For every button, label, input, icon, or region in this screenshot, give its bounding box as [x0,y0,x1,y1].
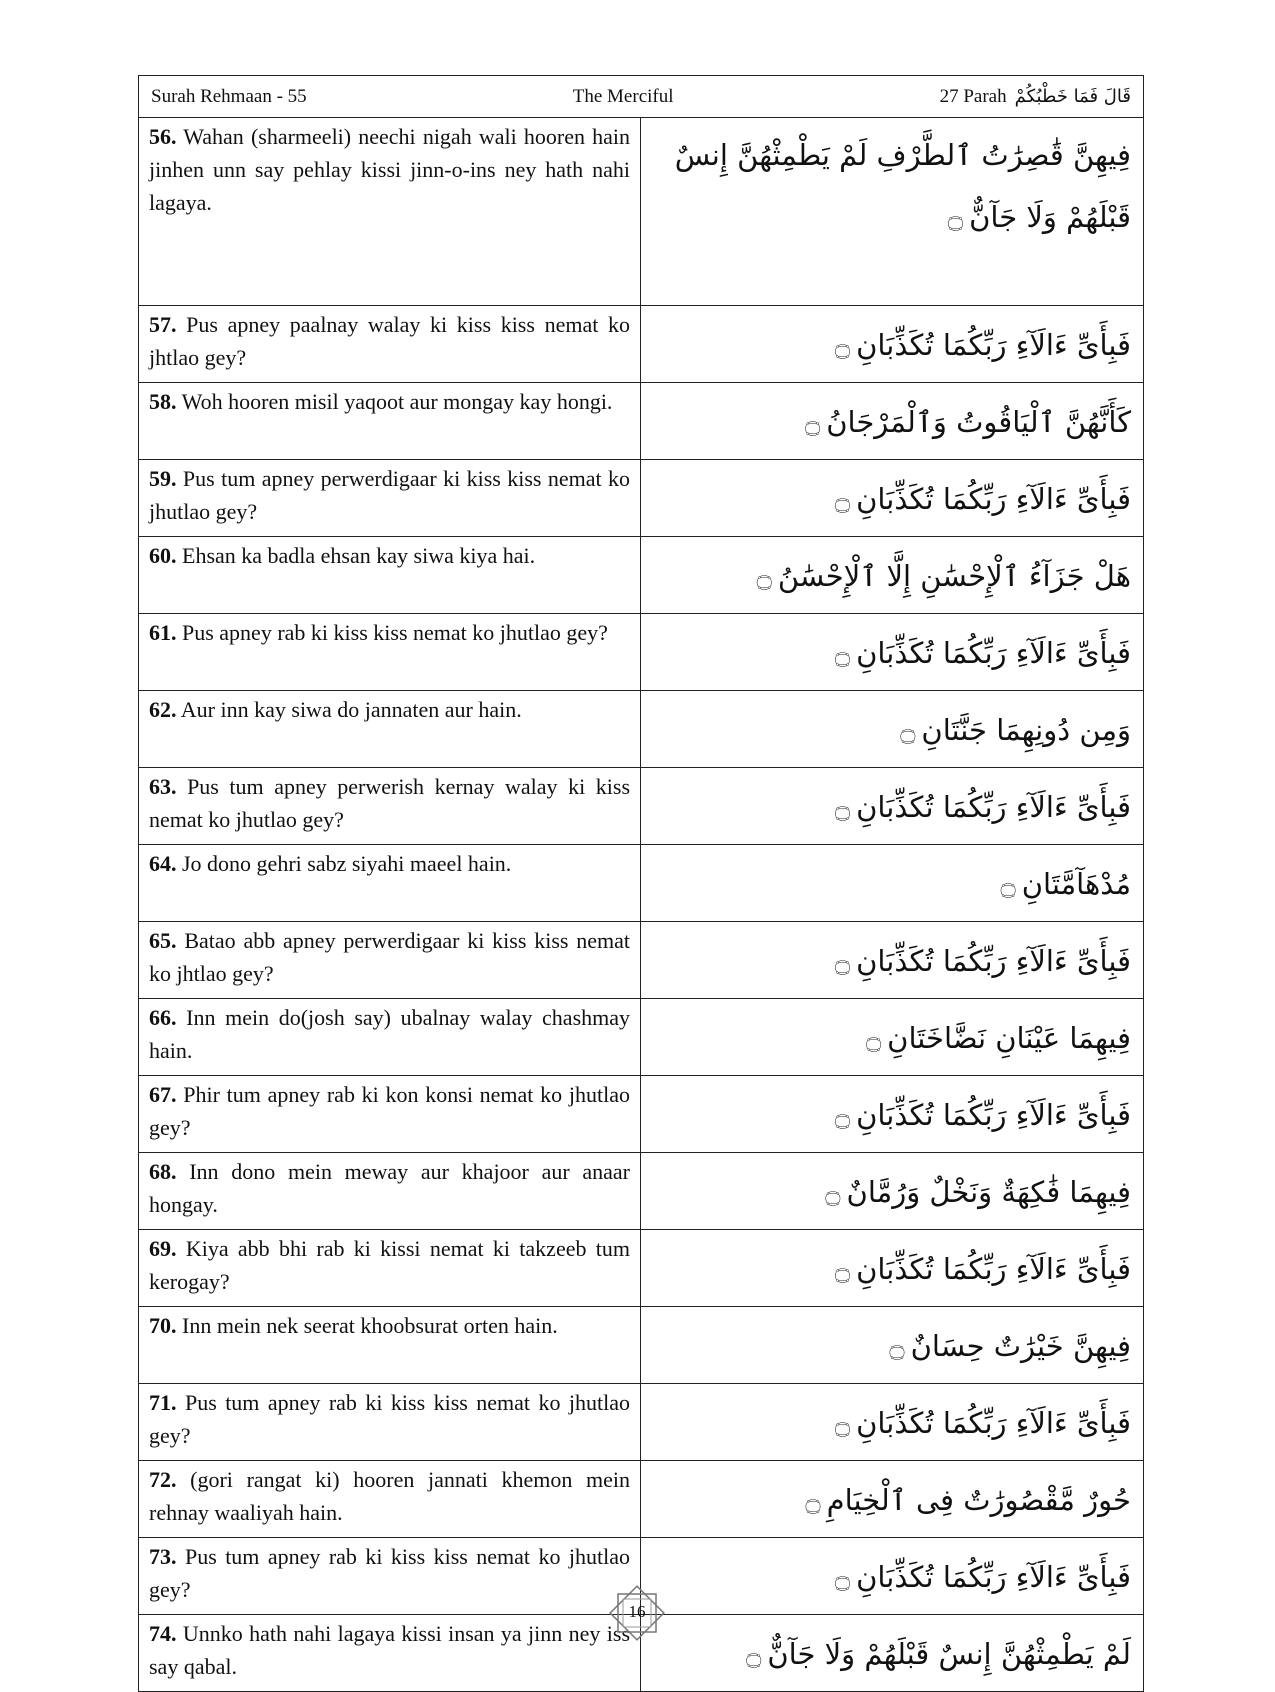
translation-cell [139,383,641,460]
parah-label [940,86,1131,108]
translation-cell [139,1230,641,1307]
verse-number: 73. [149,1544,177,1569]
arabic-verse: فَبِأَىِّ ءَالَآءِ رَبِّكُمَا تُكَذِّبَانِ [856,482,1131,516]
translation-cell [139,922,641,999]
arabic-cell [641,460,1144,537]
verse-row [139,1076,1144,1153]
arabic-verse: فَبِأَىِّ ءَالَآءِ رَبِّكُمَا تُكَذِّبَانِ [856,636,1131,670]
arabic-verse: فِيهِمَا عَيْنَانِ نَضَّاخَتَانِ [887,1021,1131,1055]
arabic-cell [641,1230,1144,1307]
arabic-cell [641,1076,1144,1153]
verse-translation: (gori rangat ki) hooren jannati khemon mein rehnay waaliyah hain. [149,1467,631,1525]
ayah-end-marker-icon: ۝ [825,1179,841,1209]
verse-number: 71. [149,1390,177,1415]
arabic-verse: فِيهِنَّ خَيْرَٰتٌ حِسَانٌ [910,1329,1131,1363]
verse-number: 61. [149,620,177,645]
translation-cell [139,537,641,614]
ayah-end-marker-icon: ۝ [834,332,851,362]
verse-translation: Inn dono mein meway aur khajoor aur anaar hongay. [149,1159,631,1217]
verse-translation: Pus tum apney rab ki kiss kiss nemat ko jhutlao gey? [149,1390,630,1448]
arabic-cell [641,999,1144,1076]
arabic-cell [641,1615,1144,1692]
verse-translation: Inn mein do(josh say) ubalnay walay chashmay hain. [149,1005,631,1063]
arabic-verse: مُدْهَآمَّتَانِ [1021,867,1131,901]
translation-cell [139,845,641,922]
arabic-cell [641,691,1144,768]
translation-cell [139,614,641,691]
verse-row [139,1384,1144,1461]
translation-cell [139,1538,641,1615]
arabic-cell [641,1307,1144,1384]
translation-cell [139,1384,641,1461]
arabic-cell [641,306,1144,383]
ayah-end-marker-icon: ۝ [805,1487,821,1517]
arabic-cell [641,614,1144,691]
verse-number: 74. [149,1621,177,1646]
verse-row [139,691,1144,768]
verse-translation: Jo dono gehri sabz siyahi maeel hain. [182,851,512,876]
arabic-verse: فِيهِنَّ قَٰصِرَٰتُ ٱلطَّرْفِ لَمْ يَطْمِثْهُنَّ إِنسٌ قَبْلَهُمْ وَلَا جَآنٌّ [674,138,1131,234]
translation-cell [139,1153,641,1230]
page-number-badge [606,1582,668,1644]
translation-cell [139,1615,641,1692]
arabic-cell [641,922,1144,999]
arabic-verse: وَمِن دُونِهِمَا جَنَّتَانِ [921,713,1131,747]
verse-translation: Pus apney rab ki kiss kiss nemat ko jhutlao gey? [182,620,608,645]
page-number: 16 [628,1602,646,1621]
verse-row [139,1307,1144,1384]
verse-translation: Aur inn kay siwa do jannaten aur hain. [180,697,522,722]
verse-translation: Inn mein nek seerat khoobsurat orten hain. [182,1313,558,1338]
verse-row [139,537,1144,614]
verse-translation: Pus tum apney perwerdigaar ki kiss kiss nemat ko jhutlao gey? [149,466,630,524]
parah-number: 27 Parah [939,85,1007,107]
ayah-end-marker-icon: ۝ [756,563,772,593]
verse-number: 64. [149,851,177,876]
ayah-end-marker-icon: ۝ [834,640,851,670]
translation-cell [139,1307,641,1384]
page-header [138,75,1144,117]
translation-cell [139,460,641,537]
arabic-verse: فَبِأَىِّ ءَالَآءِ رَبِّكُمَا تُكَذِّبَانِ [856,1560,1131,1594]
verse-row [139,118,1144,306]
verse-number: 60. [149,543,177,568]
verse-row [139,999,1144,1076]
arabic-cell [641,1461,1144,1538]
verse-row [139,460,1144,537]
ayah-end-marker-icon: ۝ [865,1025,882,1055]
verse-number: 68. [149,1159,177,1184]
verse-translation: Wahan (sharmeeli) neechi nigah wali hooren hain jinhen unn say pehlay kissi jinn-o-ins ney hath nahi lagaya. [149,124,630,215]
arabic-verse: فَبِأَىِّ ءَالَآءِ رَبِّكُمَا تُكَذِّبَانِ [856,328,1131,362]
arabic-verse: فِيهِمَا فَٰكِهَةٌ وَنَخْلٌ وَرُمَّانٌ [846,1175,1131,1209]
ayah-end-marker-icon: ۝ [746,1641,762,1671]
verse-number: 58. [149,389,177,414]
verse-number: 56. [149,124,177,149]
verse-number: 59. [149,466,177,491]
ayah-end-marker-icon: ۝ [834,1256,851,1286]
ayah-end-marker-icon: ۝ [834,948,851,978]
verse-number: 66. [149,1005,177,1030]
verse-row [139,1461,1144,1538]
verse-row [139,1153,1144,1230]
verse-number: 69. [149,1236,177,1261]
parah-arabic-name: قَالَ فَمَا خَطْبُكُمْ [1014,86,1131,107]
ayah-end-marker-icon: ۝ [1000,871,1016,901]
verse-translation: Ehsan ka badla ehsan kay siwa kiya hai. [182,543,536,568]
ayah-end-marker-icon: ۝ [804,409,821,439]
arabic-verse: هَلْ جَزَآءُ ٱلْإِحْسَٰنِ إِلَّا ٱلْإِحْسَٰنُ [777,559,1131,593]
ayah-end-marker-icon: ۝ [834,1410,851,1440]
translation-cell [139,691,641,768]
ayah-end-marker-icon: ۝ [947,204,964,234]
arabic-verse: فَبِأَىِّ ءَالَآءِ رَبِّكُمَا تُكَذِّبَانِ [856,944,1131,978]
verse-row [139,1230,1144,1307]
arabic-verse: فَبِأَىِّ ءَالَآءِ رَبِّكُمَا تُكَذِّبَانِ [856,790,1131,824]
verse-translation: Phir tum apney rab ki kon konsi nemat ko jhutlao gey? [149,1082,630,1140]
verse-number: 62. [149,697,177,722]
verse-table [138,117,1144,1692]
translation-cell [139,306,641,383]
arabic-cell [641,1153,1144,1230]
arabic-cell [641,768,1144,845]
ayah-end-marker-icon: ۝ [889,1333,905,1363]
arabic-verse: فَبِأَىِّ ءَالَآءِ رَبِّكُمَا تُكَذِّبَانِ [856,1406,1131,1440]
translation-cell [139,118,641,306]
arabic-verse: كَأَنَّهُنَّ ٱلْيَاقُوتُ وَٱلْمَرْجَانُ [826,405,1131,439]
ayah-end-marker-icon: ۝ [834,794,851,824]
arabic-cell [641,383,1144,460]
arabic-cell [641,1538,1144,1615]
verse-translation: Batao abb apney perwerdigaar ki kiss kiss nemat ko jhtlao gey? [149,928,631,986]
arabic-verse: فَبِأَىِّ ءَالَآءِ رَبِّكُمَا تُكَذِّبَانِ [856,1098,1131,1132]
arabic-verse: حُورٌ مَّقْصُورَٰتٌ فِى ٱلْخِيَامِ [826,1483,1131,1517]
surah-title: Surah Rehmaan - 55 [151,85,307,107]
verse-number: 65. [149,928,177,953]
arabic-cell [641,845,1144,922]
verse-number: 70. [149,1313,177,1338]
verse-translation: Pus tum apney rab ki kiss kiss nemat ko jhutlao gey? [149,1544,630,1602]
verse-translation: Kiya abb bhi rab ki kissi nemat ki takzeeb tum kerogay? [149,1236,630,1294]
arabic-verse: فَبِأَىِّ ءَالَآءِ رَبِّكُمَا تُكَذِّبَانِ [856,1252,1131,1286]
arabic-verse: لَمْ يَطْمِثْهُنَّ إِنسٌ قَبْلَهُمْ وَلَا جَآنٌّ [767,1637,1131,1671]
translation-cell [139,1076,641,1153]
verse-translation: Unnko hath nahi lagaya kissi insan ya jinn ney iss say qabal. [149,1621,631,1679]
verse-number: 57. [149,312,177,337]
translation-cell [139,768,641,845]
page-frame [138,75,1144,1692]
translation-cell [139,1461,641,1538]
verse-number: 63. [149,774,177,799]
ayah-end-marker-icon: ۝ [900,717,916,747]
verse-number: 72. [149,1467,177,1492]
arabic-cell [641,118,1144,306]
verse-row [139,845,1144,922]
verse-row [139,922,1144,999]
ayah-end-marker-icon: ۝ [834,1564,851,1594]
ayah-end-marker-icon: ۝ [834,1102,851,1132]
verse-row [139,768,1144,845]
verse-row [139,306,1144,383]
translation-cell [139,999,641,1076]
verse-translation: Woh hooren misil yaqoot aur mongay kay hongi. [181,389,613,414]
arabic-cell [641,537,1144,614]
arabic-cell [641,1384,1144,1461]
surah-english-name: The Merciful [572,85,674,107]
ayah-end-marker-icon: ۝ [834,486,851,516]
verse-row [139,614,1144,691]
verse-number: 67. [149,1082,177,1107]
verse-translation: Pus apney paalnay walay ki kiss kiss nemat ko jhtlao gey? [149,312,630,370]
verse-row [139,383,1144,460]
verse-translation: Pus tum apney perwerish kernay walay ki kiss nemat ko jhutlao gey? [149,774,630,832]
